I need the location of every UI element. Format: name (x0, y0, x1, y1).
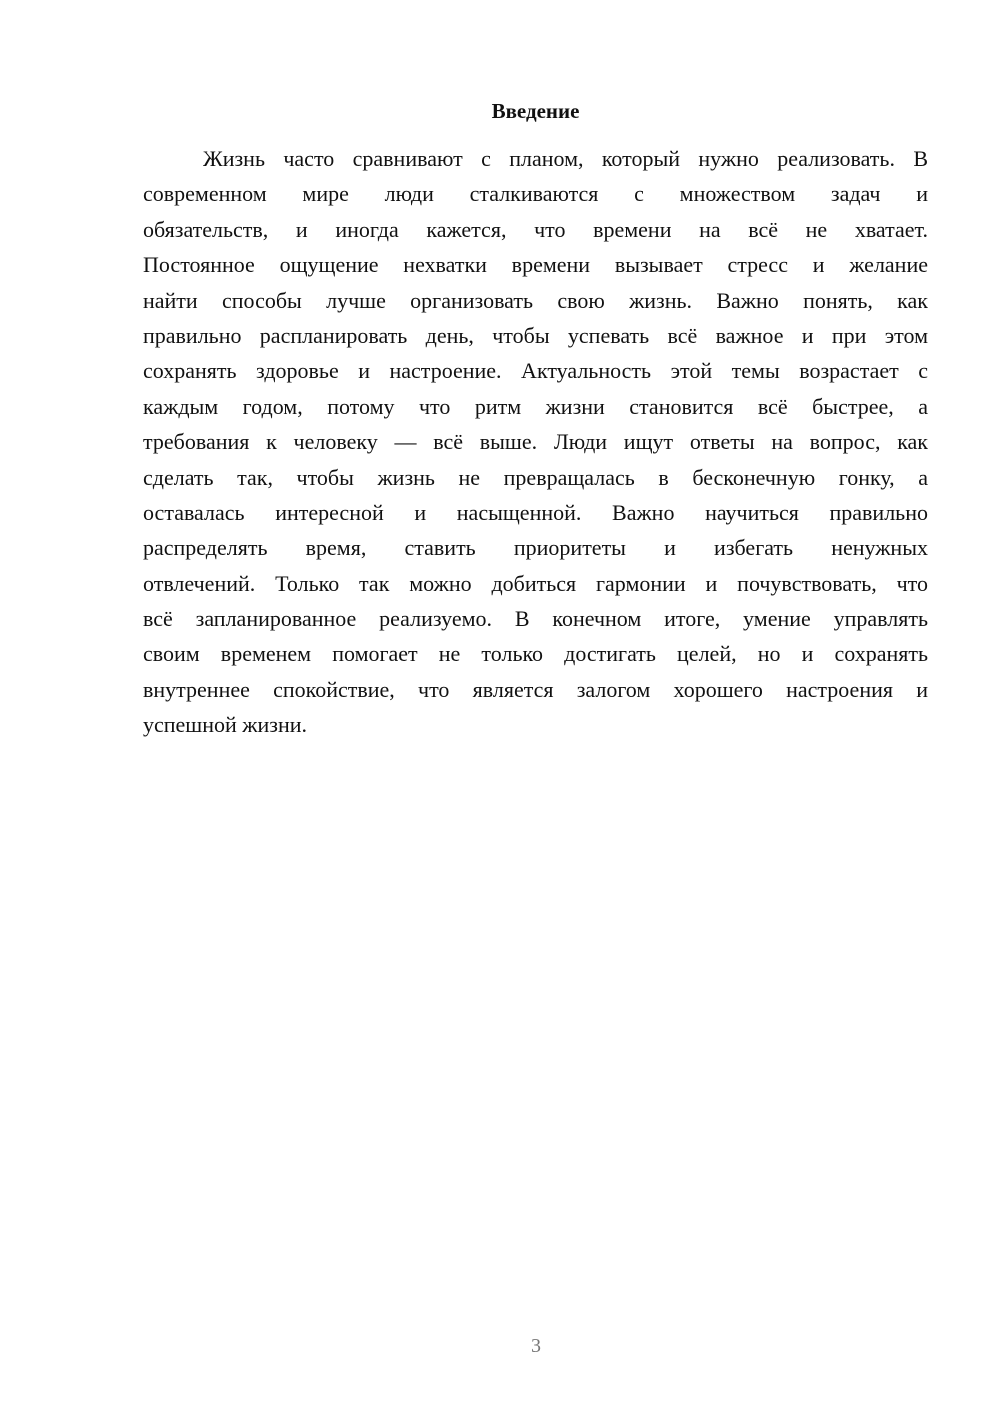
paragraph-line: отвлечений. Только так можно добиться гармонии и почувствовать, что (143, 570, 928, 596)
paragraph-line: обязательств, и иногда кажется, что времени на всё не хватает. (143, 216, 928, 242)
paragraph-line: всё запланированное реализуемо. В конечном итоге, умение управлять (143, 606, 928, 632)
paragraph-line: современном мире люди сталкиваются с множеством задач и (143, 181, 928, 207)
paragraph-line: сделать так, чтобы жизнь не превращалась в бесконечную гонку, а (143, 464, 928, 490)
paragraph-line: внутреннее спокойствие, что является залогом хорошего настроения и (143, 676, 928, 702)
paragraph-line: Жизнь часто сравнивают с планом, который нужно реализовать. В (203, 146, 928, 171)
section-heading: Введение (491, 99, 580, 123)
paragraph-line: требования к человеку — всё выше. Люди ищут ответы на вопрос, как (143, 429, 928, 455)
page-number: 3 (531, 1335, 541, 1357)
paragraph-line: распределять время, ставить приоритеты и избегать ненужных (143, 535, 928, 561)
paragraph-line: сохранять здоровье и настроение. Актуальность этой темы возрастает с (143, 358, 928, 384)
paragraph-line: своим временем помогает не только достигать целей, но и сохранять (143, 641, 928, 667)
paragraph (143, 141, 928, 743)
paragraph-line: оставалась интересной и насыщенной. Важно научиться правильно (143, 499, 928, 525)
paragraph-line: найти способы лучше организовать свою жизнь. Важно понять, как (143, 287, 928, 313)
paragraph-line: каждым годом, потому что ритм жизни становится всё быстрее, а (143, 393, 928, 419)
paragraph-line: правильно распланировать день, чтобы успевать всё важное и при этом (143, 322, 928, 348)
paragraph-line: Постоянное ощущение нехватки времени вызывает стресс и желание (143, 252, 928, 278)
paragraph-line: успешной жизни. (143, 712, 308, 738)
